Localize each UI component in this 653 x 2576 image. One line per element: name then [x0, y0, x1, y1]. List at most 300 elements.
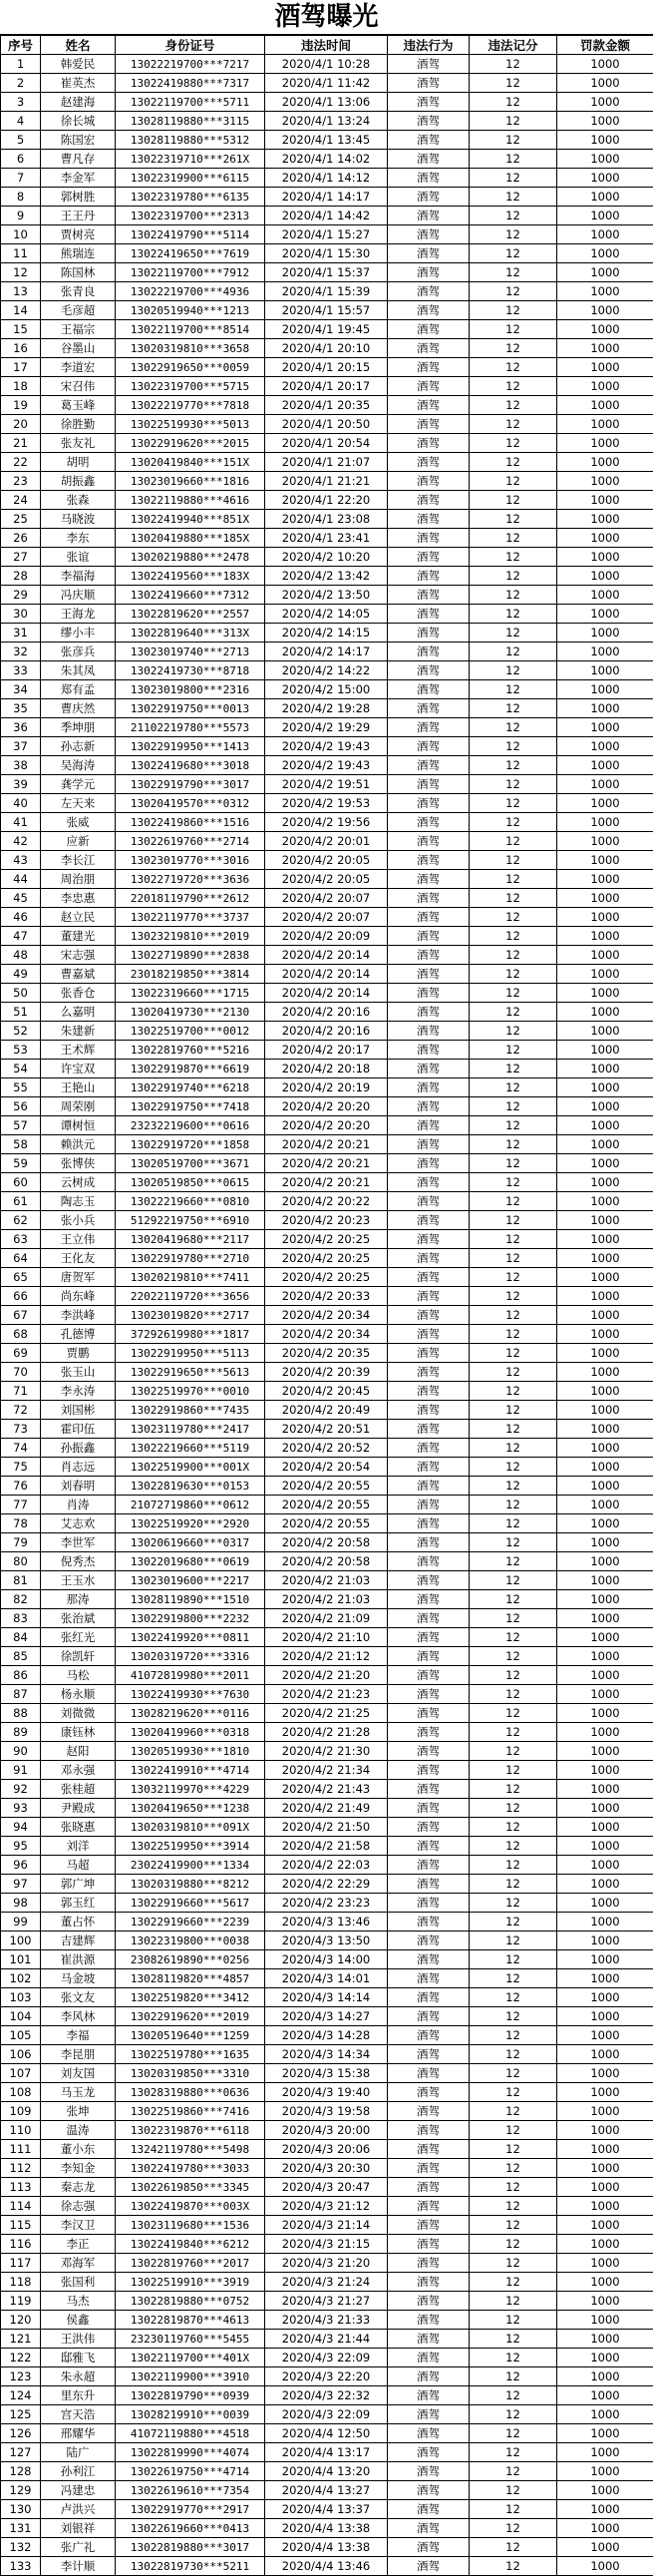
table-row [1, 2064, 653, 2083]
cell-fine: 1000 [557, 377, 653, 396]
cell-index: 67 [1, 1306, 41, 1325]
cell-name: 赵建海 [41, 93, 116, 112]
cell-index: 15 [1, 320, 41, 339]
table-row [1, 263, 653, 282]
cell-time: 2020/4/2 21:03 [265, 1590, 388, 1609]
cell-time: 2020/4/3 20:47 [265, 2178, 388, 2197]
cell-violation: 酒驾 [388, 832, 470, 851]
cell-index: 64 [1, 1249, 41, 1268]
table-row [1, 2367, 653, 2386]
cell-violation: 酒驾 [388, 567, 470, 586]
table-row [1, 586, 653, 605]
cell-points: 12 [470, 225, 557, 244]
cell-name: 张桂超 [41, 1780, 116, 1799]
cell-time: 2020/4/2 19:51 [265, 775, 388, 794]
cell-id-number: 13022419780***3033 [116, 2159, 265, 2178]
cell-id-number: 13022119700***7912 [116, 263, 265, 282]
cell-points: 12 [470, 1742, 557, 1761]
cell-points: 12 [470, 1287, 557, 1306]
cell-violation: 酒驾 [388, 1571, 470, 1590]
cell-name: 胡明 [41, 453, 116, 472]
cell-id-number: 13022519920***2920 [116, 1514, 265, 1533]
cell-violation: 酒驾 [388, 2064, 470, 2083]
cell-violation: 酒驾 [388, 1344, 470, 1363]
cell-id-number: 13022419680***3018 [116, 756, 265, 775]
cell-violation: 酒驾 [388, 1458, 470, 1477]
cell-id-number: 13022119700***401X [116, 2349, 265, 2367]
table-row [1, 775, 653, 794]
cell-index: 129 [1, 2481, 41, 2500]
cell-time: 2020/4/2 21:49 [265, 1799, 388, 1818]
cell-fine: 1000 [557, 1439, 653, 1458]
cell-fine: 1000 [557, 1496, 653, 1514]
cell-violation: 酒驾 [388, 1856, 470, 1875]
cell-id-number: 13020419650***1238 [116, 1799, 265, 1818]
cell-id-number: 13022519910***3919 [116, 2273, 265, 2292]
cell-id-number: 13028119820***4857 [116, 1969, 265, 1988]
cell-id-number: 13028119890***1510 [116, 1590, 265, 1609]
cell-points: 12 [470, 2481, 557, 2500]
cell-fine: 1000 [557, 851, 653, 870]
cell-index: 114 [1, 2197, 41, 2216]
cell-fine: 1000 [557, 320, 653, 339]
cell-time: 2020/4/2 20:22 [265, 1192, 388, 1211]
cell-id-number: 13022419730***8718 [116, 661, 265, 680]
cell-points: 12 [470, 1135, 557, 1154]
cell-name: 冯建忠 [41, 2481, 116, 2500]
cell-fine: 1000 [557, 965, 653, 984]
cell-time: 2020/4/2 20:16 [265, 1022, 388, 1041]
header-index: 序号 [1, 36, 41, 55]
cell-name: 赖洪元 [41, 1135, 116, 1154]
cell-points: 12 [470, 1685, 557, 1704]
cell-index: 74 [1, 1439, 41, 1458]
cell-id-number: 13022819790***0939 [116, 2386, 265, 2405]
cell-time: 2020/4/3 14:14 [265, 1988, 388, 2007]
cell-id-number: 13020519940***1213 [116, 301, 265, 320]
cell-fine: 1000 [557, 55, 653, 74]
cell-fine: 1000 [557, 1647, 653, 1666]
cell-fine: 1000 [557, 1192, 653, 1211]
cell-name: 谷墨山 [41, 339, 116, 358]
cell-index: 94 [1, 1818, 41, 1837]
cell-points: 12 [470, 2045, 557, 2064]
cell-fine: 1000 [557, 207, 653, 225]
table-row [1, 396, 653, 415]
cell-violation: 酒驾 [388, 207, 470, 225]
table-row [1, 643, 653, 661]
cell-violation: 酒驾 [388, 1230, 470, 1249]
cell-fine: 1000 [557, 491, 653, 510]
cell-fine: 1000 [557, 699, 653, 718]
cell-name: 李风林 [41, 2007, 116, 2026]
table-row [1, 2083, 653, 2102]
cell-time: 2020/4/2 19:56 [265, 813, 388, 832]
cell-fine: 1000 [557, 908, 653, 927]
cell-id-number: 13020419840***151X [116, 453, 265, 472]
cell-fine: 1000 [557, 2349, 653, 2367]
cell-points: 12 [470, 1780, 557, 1799]
cell-violation: 酒驾 [388, 2349, 470, 2367]
table-row [1, 207, 653, 225]
cell-points: 12 [470, 1950, 557, 1969]
cell-name: 李福海 [41, 567, 116, 586]
cell-violation: 酒驾 [388, 1420, 470, 1439]
cell-time: 2020/4/2 20:45 [265, 1382, 388, 1401]
cell-id-number: 13020419730***2130 [116, 1003, 265, 1022]
cell-time: 2020/4/1 21:21 [265, 472, 388, 491]
cell-index: 32 [1, 643, 41, 661]
cell-name: 董小东 [41, 2140, 116, 2159]
cell-time: 2020/4/2 20:09 [265, 927, 388, 946]
cell-fine: 1000 [557, 794, 653, 813]
table-row [1, 2500, 653, 2519]
cell-points: 12 [470, 2386, 557, 2405]
cell-id-number: 13022219700***4936 [116, 282, 265, 301]
cell-time: 2020/4/2 22:03 [265, 1856, 388, 1875]
cell-index: 73 [1, 1420, 41, 1439]
cell-id-number: 13022219660***5119 [116, 1439, 265, 1458]
cell-points: 12 [470, 661, 557, 680]
cell-index: 126 [1, 2424, 41, 2443]
table-row [1, 1097, 653, 1116]
cell-id-number: 13022819880***0752 [116, 2292, 265, 2311]
cell-time: 2020/4/2 20:07 [265, 908, 388, 927]
cell-id-number: 13020319720***3316 [116, 1647, 265, 1666]
cell-id-number: 13020419680***2117 [116, 1230, 265, 1249]
cell-violation: 酒驾 [388, 1514, 470, 1533]
cell-name: 马超 [41, 1856, 116, 1875]
cell-time: 2020/4/2 20:19 [265, 1078, 388, 1097]
cell-points: 12 [470, 2197, 557, 2216]
cell-index: 27 [1, 548, 41, 567]
cell-fine: 1000 [557, 870, 653, 889]
table-row [1, 1116, 653, 1135]
cell-points: 12 [470, 1230, 557, 1249]
cell-name: 崔洪源 [41, 1950, 116, 1969]
table-row [1, 889, 653, 908]
cell-violation: 酒驾 [388, 2330, 470, 2349]
cell-id-number: 13022919950***5113 [116, 1344, 265, 1363]
cell-name: 李汉卫 [41, 2216, 116, 2235]
cell-name: 孔德博 [41, 1325, 116, 1344]
cell-time: 2020/4/4 13:38 [265, 2519, 388, 2538]
table-row [1, 1382, 653, 1401]
cell-violation: 酒驾 [388, 908, 470, 927]
cell-time: 2020/4/3 21:24 [265, 2273, 388, 2292]
cell-points: 12 [470, 1154, 557, 1173]
cell-time: 2020/4/1 19:45 [265, 320, 388, 339]
table-row [1, 1022, 653, 1041]
cell-violation: 酒驾 [388, 131, 470, 150]
cell-fine: 1000 [557, 1230, 653, 1249]
table-row [1, 813, 653, 832]
cell-violation: 酒驾 [388, 1003, 470, 1022]
cell-id-number: 13022519930***5013 [116, 415, 265, 434]
cell-fine: 1000 [557, 2367, 653, 2386]
table-row [1, 1552, 653, 1571]
cell-time: 2020/4/2 20:55 [265, 1477, 388, 1496]
cell-name: 云树成 [41, 1173, 116, 1192]
cell-id-number: 13022819760***2017 [116, 2254, 265, 2273]
cell-time: 2020/4/2 21:28 [265, 1723, 388, 1742]
table-row [1, 548, 653, 567]
cell-time: 2020/4/1 15:27 [265, 225, 388, 244]
table-row [1, 2045, 653, 2064]
cell-fine: 1000 [557, 1268, 653, 1287]
table-row [1, 2102, 653, 2121]
cell-violation: 酒驾 [388, 1742, 470, 1761]
cell-name: 马晓波 [41, 510, 116, 529]
cell-time: 2020/4/2 22:29 [265, 1875, 388, 1894]
table-row [1, 2026, 653, 2045]
cell-time: 2020/4/3 13:46 [265, 1913, 388, 1932]
cell-fine: 1000 [557, 586, 653, 605]
cell-time: 2020/4/2 20:54 [265, 1458, 388, 1477]
cell-points: 12 [470, 624, 557, 643]
cell-index: 42 [1, 832, 41, 851]
cell-id-number: 13022819640***313X [116, 624, 265, 643]
table-row [1, 1742, 653, 1761]
cell-fine: 1000 [557, 188, 653, 207]
cell-id-number: 22018119790***2612 [116, 889, 265, 908]
table-row [1, 434, 653, 453]
cell-index: 10 [1, 225, 41, 244]
cell-index: 127 [1, 2443, 41, 2462]
cell-violation: 酒驾 [388, 946, 470, 965]
cell-index: 57 [1, 1116, 41, 1135]
cell-id-number: 13020319880***8212 [116, 1875, 265, 1894]
cell-fine: 1000 [557, 510, 653, 529]
cell-id-number: 22022119720***3656 [116, 1287, 265, 1306]
cell-points: 12 [470, 1041, 557, 1060]
cell-fine: 1000 [557, 1799, 653, 1818]
cell-id-number: 13022919650***5613 [116, 1363, 265, 1382]
cell-id-number: 13023019740***2713 [116, 643, 265, 661]
cell-id-number: 13022119900***3910 [116, 2367, 265, 2386]
cell-name: 尚东峰 [41, 1287, 116, 1306]
cell-fine: 1000 [557, 74, 653, 93]
cell-points: 12 [470, 301, 557, 320]
cell-violation: 酒驾 [388, 927, 470, 946]
cell-points: 12 [470, 927, 557, 946]
cell-index: 105 [1, 2026, 41, 2045]
table-row [1, 965, 653, 984]
cell-violation: 酒驾 [388, 1154, 470, 1173]
cell-index: 80 [1, 1552, 41, 1571]
cell-index: 102 [1, 1969, 41, 1988]
cell-violation: 酒驾 [388, 1647, 470, 1666]
cell-index: 108 [1, 2083, 41, 2102]
table-row [1, 1060, 653, 1078]
cell-fine: 1000 [557, 1969, 653, 1988]
cell-violation: 酒驾 [388, 434, 470, 453]
cell-points: 12 [470, 358, 557, 377]
cell-name: 肖志远 [41, 1458, 116, 1477]
cell-index: 62 [1, 1211, 41, 1230]
cell-violation: 酒驾 [388, 1060, 470, 1078]
cell-time: 2020/4/3 21:44 [265, 2330, 388, 2349]
cell-time: 2020/4/3 21:20 [265, 2254, 388, 2273]
cell-violation: 酒驾 [388, 1496, 470, 1514]
cell-points: 12 [470, 1799, 557, 1818]
table-row [1, 567, 653, 586]
cell-id-number: 13023019800***2316 [116, 680, 265, 699]
cell-name: 李世军 [41, 1533, 116, 1552]
cell-id-number: 13022919620***2015 [116, 434, 265, 453]
cell-violation: 酒驾 [388, 1950, 470, 1969]
cell-fine: 1000 [557, 548, 653, 567]
cell-name: 贾鹏 [41, 1344, 116, 1363]
cell-name: 马金坡 [41, 1969, 116, 1988]
cell-id-number: 13022819870***4613 [116, 2311, 265, 2330]
cell-time: 2020/4/1 20:50 [265, 415, 388, 434]
cell-time: 2020/4/2 20:49 [265, 1401, 388, 1420]
table-row [1, 2311, 653, 2330]
cell-id-number: 13028119880***3115 [116, 112, 265, 131]
table-row [1, 1344, 653, 1363]
cell-index: 109 [1, 2102, 41, 2121]
cell-name: 谭树恒 [41, 1116, 116, 1135]
cell-id-number: 13022519970***0010 [116, 1382, 265, 1401]
table-row [1, 2178, 653, 2197]
cell-violation: 酒驾 [388, 1382, 470, 1401]
cell-name: 宫天浩 [41, 2405, 116, 2424]
cell-id-number: 13022519780***1635 [116, 2045, 265, 2064]
table-row [1, 2330, 653, 2349]
cell-index: 95 [1, 1837, 41, 1856]
cell-points: 12 [470, 756, 557, 775]
table-row [1, 1685, 653, 1704]
cell-id-number: 13022819760***5216 [116, 1041, 265, 1060]
table-row [1, 1154, 653, 1173]
cell-id-number: 13020319810***3658 [116, 339, 265, 358]
cell-name: 李昆朋 [41, 2045, 116, 2064]
cell-points: 12 [470, 870, 557, 889]
cell-time: 2020/4/1 13:45 [265, 131, 388, 150]
cell-fine: 1000 [557, 1666, 653, 1685]
cell-name: 李计顺 [41, 2557, 116, 2576]
cell-index: 119 [1, 2292, 41, 2311]
cell-name: 刘国彬 [41, 1401, 116, 1420]
cell-name: 卢洪兴 [41, 2500, 116, 2519]
cell-name: 李长江 [41, 851, 116, 870]
cell-index: 18 [1, 377, 41, 396]
cell-id-number: 37292619980***1817 [116, 1325, 265, 1344]
cell-id-number: 13022519860***7416 [116, 2102, 265, 2121]
table-row [1, 169, 653, 188]
cell-points: 12 [470, 1249, 557, 1268]
cell-index: 68 [1, 1325, 41, 1344]
table-row [1, 1571, 653, 1590]
cell-id-number: 13022419880***7317 [116, 74, 265, 93]
cell-time: 2020/4/3 21:14 [265, 2216, 388, 2235]
cell-time: 2020/4/3 15:38 [265, 2064, 388, 2083]
cell-violation: 酒驾 [388, 282, 470, 301]
cell-name: 秦志龙 [41, 2178, 116, 2197]
cell-violation: 酒驾 [388, 1116, 470, 1135]
cell-time: 2020/4/2 21:34 [265, 1761, 388, 1780]
cell-name: 马松 [41, 1666, 116, 1685]
cell-points: 12 [470, 2102, 557, 2121]
cell-violation: 酒驾 [388, 2216, 470, 2235]
table-row [1, 1590, 653, 1609]
cell-violation: 酒驾 [388, 1249, 470, 1268]
cell-fine: 1000 [557, 453, 653, 472]
cell-violation: 酒驾 [388, 2102, 470, 2121]
cell-points: 12 [470, 339, 557, 358]
cell-points: 12 [470, 2273, 557, 2292]
cell-time: 2020/4/3 19:40 [265, 2083, 388, 2102]
cell-fine: 1000 [557, 2178, 653, 2197]
cell-fine: 1000 [557, 2386, 653, 2405]
cell-index: 40 [1, 794, 41, 813]
cell-points: 12 [470, 434, 557, 453]
cell-name: 应新 [41, 832, 116, 851]
cell-id-number: 13022919950***1413 [116, 737, 265, 756]
cell-fine: 1000 [557, 2462, 653, 2481]
table-row [1, 1135, 653, 1154]
cell-points: 12 [470, 453, 557, 472]
cell-fine: 1000 [557, 2159, 653, 2178]
cell-violation: 酒驾 [388, 1135, 470, 1154]
cell-violation: 酒驾 [388, 1363, 470, 1382]
table-row [1, 2235, 653, 2254]
table-row [1, 1268, 653, 1287]
cell-index: 90 [1, 1742, 41, 1761]
cell-name: 缪小丰 [41, 624, 116, 643]
table-row [1, 1799, 653, 1818]
cell-violation: 酒驾 [388, 2424, 470, 2443]
cell-name: 李知金 [41, 2159, 116, 2178]
cell-violation: 酒驾 [388, 2462, 470, 2481]
cell-time: 2020/4/4 13:37 [265, 2500, 388, 2519]
cell-index: 72 [1, 1401, 41, 1420]
cell-time: 2020/4/3 22:32 [265, 2386, 388, 2405]
cell-time: 2020/4/3 14:01 [265, 1969, 388, 1988]
cell-points: 12 [470, 946, 557, 965]
cell-fine: 1000 [557, 1363, 653, 1382]
cell-index: 83 [1, 1609, 41, 1628]
cell-time: 2020/4/2 20:14 [265, 965, 388, 984]
cell-points: 12 [470, 1761, 557, 1780]
cell-violation: 酒驾 [388, 1306, 470, 1325]
cell-points: 12 [470, 813, 557, 832]
cell-violation: 酒驾 [388, 529, 470, 548]
cell-points: 12 [470, 188, 557, 207]
cell-id-number: 13022919780***2710 [116, 1249, 265, 1268]
cell-name: 郭广坤 [41, 1875, 116, 1894]
cell-index: 33 [1, 661, 41, 680]
cell-points: 12 [470, 396, 557, 415]
cell-name: 许宝双 [41, 1060, 116, 1078]
cell-id-number: 13022419660***7312 [116, 586, 265, 605]
cell-name: 李福 [41, 2026, 116, 2045]
cell-violation: 酒驾 [388, 1988, 470, 2007]
cell-index: 5 [1, 131, 41, 150]
cell-violation: 酒驾 [388, 1837, 470, 1856]
cell-name: 邓海军 [41, 2254, 116, 2273]
cell-violation: 酒驾 [388, 2140, 470, 2159]
cell-violation: 酒驾 [388, 1666, 470, 1685]
cell-id-number: 13023019770***3016 [116, 851, 265, 870]
cell-index: 37 [1, 737, 41, 756]
cell-points: 12 [470, 2121, 557, 2140]
header-points: 违法记分 [470, 36, 557, 55]
cell-time: 2020/4/1 14:02 [265, 150, 388, 169]
cell-id-number: 13022819620***2557 [116, 605, 265, 624]
table-row [1, 225, 653, 244]
